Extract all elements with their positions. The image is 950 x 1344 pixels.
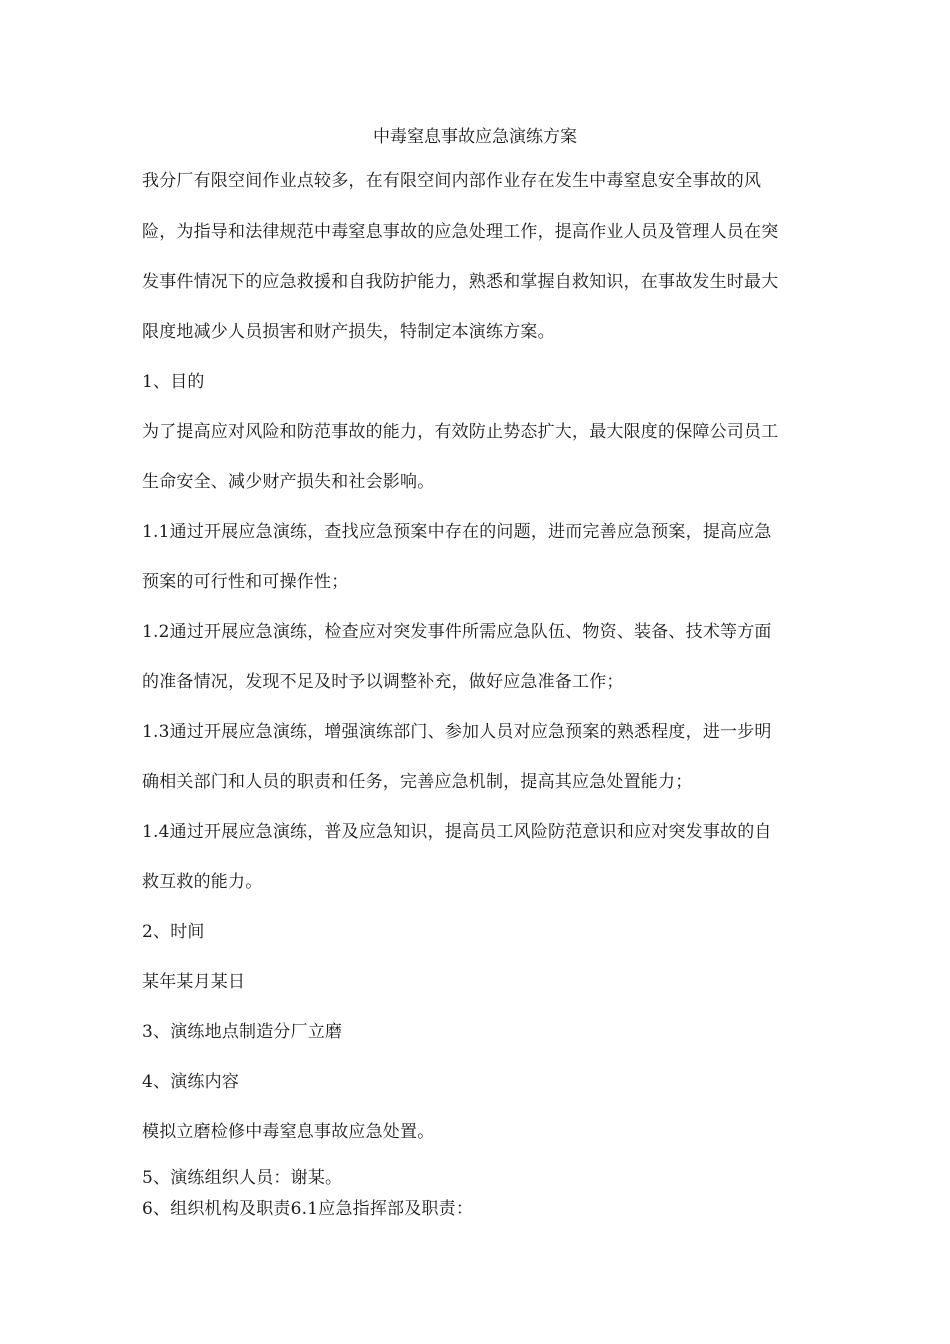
paragraph-line: 1.4通过开展应急演练，普及应急知识，提高员工风险防范意识和应对突发事故的自 xyxy=(142,822,772,842)
paragraph-line: 生命安全、减少财产损失和社会影响。 xyxy=(142,472,435,492)
paragraph-line: 1.1通过开展应急演练，查找应急预案中存在的问题，进而完善应急预案，提高应急 xyxy=(142,522,772,542)
paragraph-line: 的准备情况，发现不足及时予以调整补充，做好应急准备工作； xyxy=(142,672,624,692)
paragraph-line: 险，为指导和法律规范中毒窒息事故的应急处理工作，提高作业人员及管理人员在突 xyxy=(142,222,779,242)
paragraph-line: 预案的可行性和可操作性； xyxy=(142,572,349,592)
paragraph-line: 模拟立磨检修中毒窒息事故应急处置。 xyxy=(142,1122,435,1142)
section-heading-location: 3、演练地点制造分厂立磨 xyxy=(142,1022,343,1042)
section-heading-organization: 6、组织机构及职责6.1应急指挥部及职责： xyxy=(142,1199,474,1219)
section-heading-organizer: 5、演练组织人员：谢某。 xyxy=(142,1168,343,1188)
document-title: 中毒窒息事故应急演练方案 xyxy=(373,127,577,147)
paragraph-line: 我分厂有限空间作业点较多，在有限空间内部作业存在发生中毒窒息安全事故的风 xyxy=(142,171,762,191)
section-heading-content: 4、演练内容 xyxy=(142,1072,240,1092)
paragraph-line: 救互救的能力。 xyxy=(142,872,263,892)
paragraph-line: 1.2通过开展应急演练，检查应对突发事件所需应急队伍、物资、装备、技术等方面 xyxy=(142,622,772,642)
paragraph-line: 为了提高应对风险和防范事故的能力，有效防止势态扩大，最大限度的保障公司员工 xyxy=(142,422,779,442)
paragraph-line: 确相关部门和人员的职责和任务，完善应急机制，提高其应急处置能力； xyxy=(142,772,693,792)
section-heading-purpose: 1、目的 xyxy=(142,372,205,392)
paragraph-line: 发事件情况下的应急救援和自我防护能力，熟悉和掌握自救知识，在事故发生时最大 xyxy=(142,272,779,292)
paragraph-line: 限度地减少人员损害和财产损失，特制定本演练方案。 xyxy=(142,322,555,342)
paragraph-line: 1.3通过开展应急演练，增强演练部门、参加人员对应急预案的熟悉程度，进一步明 xyxy=(142,722,772,742)
section-heading-time: 2、时间 xyxy=(142,922,205,942)
paragraph-line: 某年某月某日 xyxy=(142,972,246,992)
